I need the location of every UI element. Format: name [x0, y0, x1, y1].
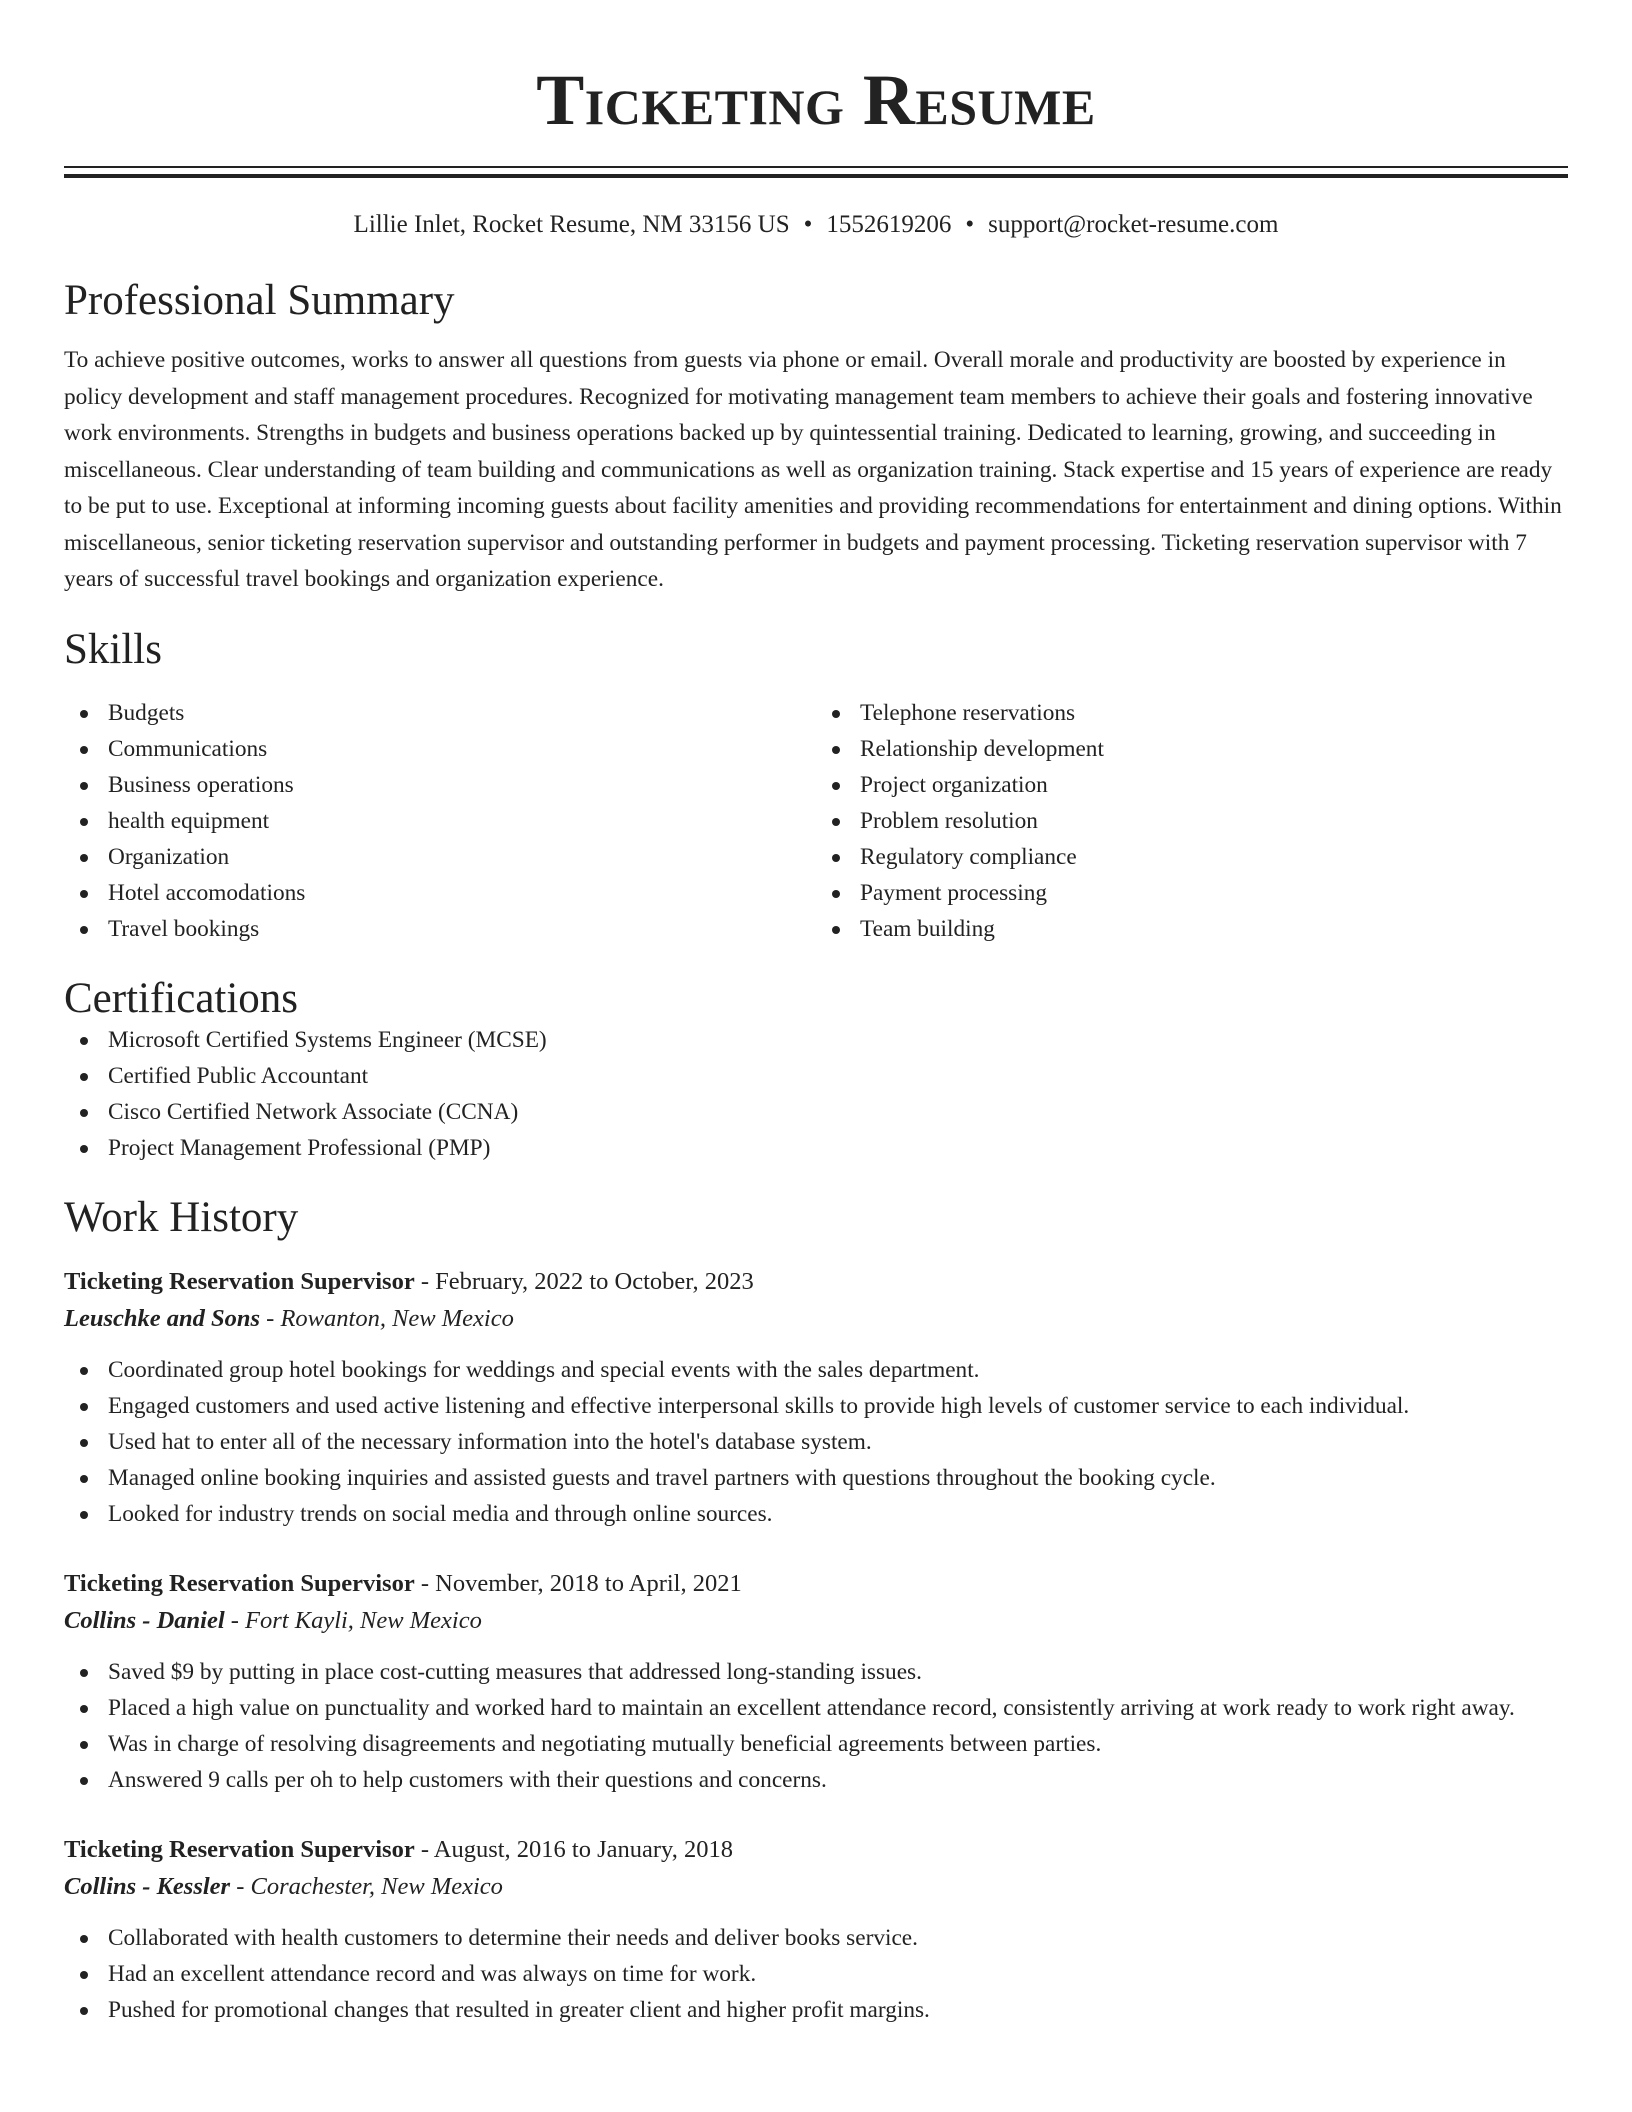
certification-item: Cisco Certified Network Associate (CCNA): [64, 1094, 1568, 1130]
job-duty: Saved $9 by putting in place cost-cutting measures that addressed long-standing issues.: [64, 1654, 1568, 1690]
job-company-line: [64, 1300, 1568, 1338]
skill-item: health equipment: [64, 803, 816, 839]
job-duty: Placed a high value on punctuality and worked hard to maintain an excellent attendance record, consistently arriving at work ready to work right away.: [64, 1690, 1568, 1726]
job-company: Collins - Daniel: [64, 1606, 225, 1634]
job-title: Ticketing Reservation Supervisor: [64, 1835, 415, 1863]
skill-item: Team building: [816, 911, 1568, 947]
certifications-heading: Certifications: [64, 975, 299, 1023]
certification-item: Microsoft Certified Systems Engineer (MCSE): [64, 1022, 1568, 1058]
job-dates: - August, 2016 to January, 2018: [414, 1835, 733, 1863]
job-duty: Collaborated with health customers to determine their needs and deliver books service.: [64, 1920, 1568, 1956]
job-title-line: [64, 1566, 1568, 1602]
skills-columns: [64, 695, 1568, 947]
certifications-list: [64, 1022, 1568, 1166]
contact-phone: 1552619206: [826, 211, 952, 238]
skill-item: Business operations: [64, 767, 816, 803]
title-double-rule: [64, 166, 1568, 178]
job-location: - Corachester, New Mexico: [230, 1872, 503, 1900]
skill-item: Regulatory compliance: [816, 839, 1568, 875]
job-entry: [64, 1264, 1568, 1532]
contact-separator: •: [965, 211, 975, 238]
skill-item: Hotel accomodations: [64, 875, 816, 911]
job-entry: [64, 1566, 1568, 1798]
job-duty: Managed online booking inquiries and assisted guests and travel partners with questions throughout the booking cycle.: [64, 1460, 1568, 1496]
job-duty: Was in charge of resolving disagreements and negotiating mutually beneficial agreements between parties.: [64, 1726, 1568, 1762]
job-title-line: [64, 1264, 1568, 1300]
certification-item: Project Management Professional (PMP): [64, 1130, 1568, 1166]
job-company-line: [64, 1868, 1568, 1906]
job-dates: - November, 2018 to April, 2021: [414, 1569, 742, 1597]
skills-list-right: [816, 695, 1568, 947]
contact-separator: •: [803, 211, 813, 238]
job-title-line: [64, 1832, 1568, 1868]
job-title: Ticketing Reservation Supervisor: [64, 1267, 415, 1295]
job-company-line: [64, 1602, 1568, 1640]
skill-item: Problem resolution: [816, 803, 1568, 839]
certification-item: Certified Public Accountant: [64, 1058, 1568, 1094]
job-duty: Pushed for promotional changes that resulted in greater client and higher profit margins.: [64, 1992, 1568, 2028]
job-location: - Fort Kayli, New Mexico: [224, 1606, 482, 1634]
skill-item: Payment processing: [816, 875, 1568, 911]
skill-item: Project organization: [816, 767, 1568, 803]
job-duty: Looked for industry trends on social media and through online sources.: [64, 1496, 1568, 1532]
job-duty: Answered 9 calls per oh to help customers with their questions and concerns.: [64, 1762, 1568, 1798]
resume-title: Ticketing Resume: [536, 60, 1096, 140]
skills-heading: Skills: [64, 625, 162, 673]
skills-list-left: [64, 695, 816, 947]
job-title: Ticketing Reservation Supervisor: [64, 1569, 415, 1597]
job-duty: Used hat to enter all of the necessary information into the hotel's database system.: [64, 1424, 1568, 1460]
job-company: Collins - Kessler: [64, 1872, 231, 1900]
skill-item: Relationship development: [816, 731, 1568, 767]
skill-item: Organization: [64, 839, 816, 875]
skill-item: Communications: [64, 731, 816, 767]
summary-text: To achieve positive outcomes, works to answer all questions from guests via phone or email. Overall morale and productivity are boosted by experience in policy development and staff management procedures. Recognized for motivating management team members to achieve their goals and fostering innovative work environments. Strengths in budgets and business operations backed up by quintessential training. Dedicated to learning, growing, and succeeding in miscellaneous. Clear understanding of team building and communications as well as organization training. Stack expertise and 15 years of experience are ready to be put to use. Exceptional at informing incoming guests about facility amenities and providing recommendations for entertainment and dining options. Within miscellaneous, senior ticketing reservation supervisor and outstanding performer in budgets and payment processing. Ticketing reservation supervisor with 7 years of successful travel bookings and organization experience.: [64, 347, 1562, 593]
job-entry: [64, 1832, 1568, 2028]
job-duties-list: [64, 1654, 1568, 1798]
job-duty: Had an excellent attendance record and was always on time for work.: [64, 1956, 1568, 1992]
summary-heading: Professional Summary: [64, 277, 455, 324]
job-company: Leuschke and Sons: [64, 1304, 261, 1332]
job-dates: - February, 2022 to October, 2023: [414, 1267, 754, 1295]
job-duties-list: [64, 1920, 1568, 2028]
job-duty: Engaged customers and used active listening and effective interpersonal skills to provide high levels of customer service to each individual.: [64, 1388, 1568, 1424]
job-duty: Coordinated group hotel bookings for weddings and special events with the sales department.: [64, 1352, 1568, 1388]
contact-line: [64, 212, 1568, 237]
skill-item: Travel bookings: [64, 911, 816, 947]
job-duties-list: [64, 1352, 1568, 1532]
skill-item: Budgets: [64, 695, 816, 731]
job-location: - Rowanton, New Mexico: [260, 1304, 514, 1332]
work-history-heading: Work History: [64, 1194, 299, 1242]
skill-item: Telephone reservations: [816, 695, 1568, 731]
contact-address: Lillie Inlet, Rocket Resume, NM 33156 US: [353, 211, 790, 238]
contact-email: support@rocket-resume.com: [988, 211, 1279, 238]
